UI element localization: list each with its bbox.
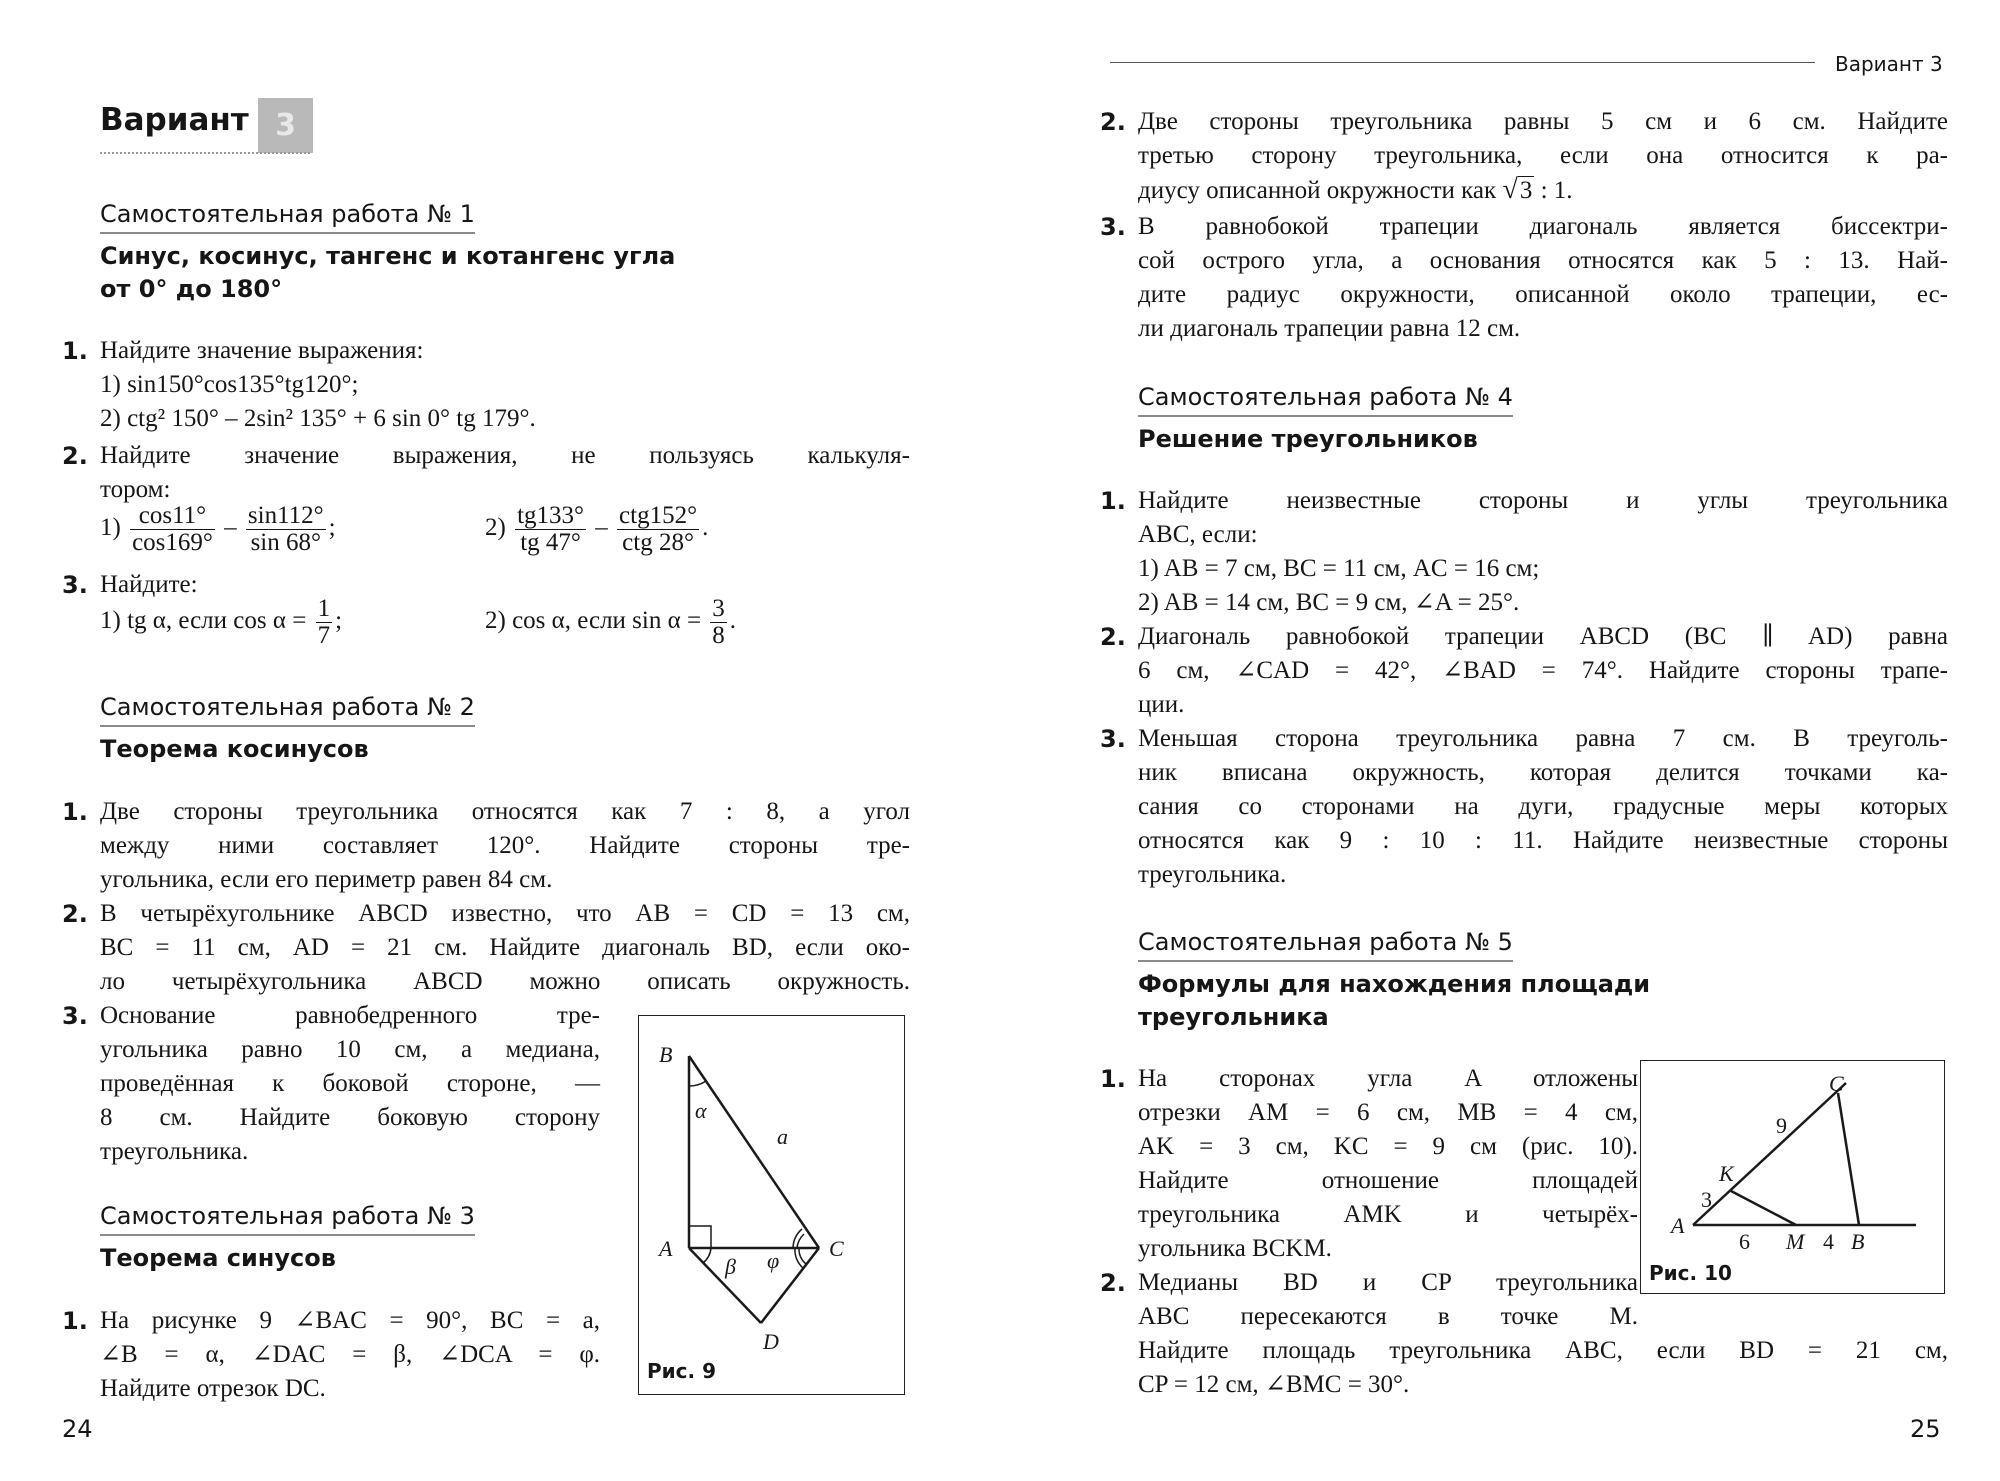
task-number: 1. <box>1100 1065 1126 1093</box>
work1-topic-line1: Синус, косинус, тангенс и котангенс угла <box>100 242 676 270</box>
task-text-line: угольника BCKM. <box>1138 1235 1332 1262</box>
task-text-line: Найдите значение выражения: <box>100 337 424 364</box>
text-fragment: : 1. <box>1540 177 1573 204</box>
task-text-line: проведённая к боковой стороне, — <box>100 1070 600 1097</box>
page-number: 24 <box>62 1415 93 1443</box>
work4-title: Самостоятельная работа № 4 <box>1138 383 1513 417</box>
task-text-line: сания со сторонами на дуги, градусные меры которых <box>1138 793 1948 820</box>
task-text-line: треугольника. <box>1138 861 1287 888</box>
task-text-line: CP = 12 см, ∠BMC = 30°. <box>1138 1371 1410 1398</box>
work4-topic: Решение треугольников <box>1138 425 1478 453</box>
label-C: C <box>1829 1071 1844 1096</box>
work1-task3-part2 <box>485 596 736 649</box>
task-text-line: сой острого угла, а основания относятся как 5 : 13. Най- <box>1138 247 1948 274</box>
angle-phi-arc-1 <box>799 1248 806 1264</box>
task-text-line: угольника, если его периметр равен 84 см. <box>100 866 553 893</box>
fraction <box>316 596 333 649</box>
task-text-line: Найдите неизвестные стороны и углы треугольника <box>1138 487 1948 514</box>
task-text-line: Две стороны треугольника относятся как 7 : 8, а угол <box>100 798 910 825</box>
task-text-line: относятся как 9 : 10 : 11. Найдите неизвестные стороны <box>1138 827 1948 854</box>
task-text-line: ABC пересекаются в точке M. <box>1138 1303 1638 1330</box>
figure-9-caption: Рис. 9 <box>647 1359 717 1383</box>
work1-task1 <box>100 334 910 436</box>
work5-task1 <box>1138 1062 1638 1266</box>
task-text-line: отрезки AM = 6 см, MB = 4 см, <box>1138 1099 1638 1126</box>
sqrt-sign: √ <box>1502 174 1518 205</box>
work4-task2 <box>1138 620 1948 722</box>
numerator: ctg152° <box>619 502 698 529</box>
label-C: C <box>829 1236 844 1261</box>
numerator: 1 <box>317 595 331 622</box>
task-text-line: Две стороны треугольника равны 5 см и 6 см. Найдите <box>1138 108 1948 135</box>
task-text-line: ции. <box>1138 691 1185 718</box>
task-text-line: В четырёхугольнике ABCD известно, что AB = CD = 13 см, <box>100 900 910 927</box>
fraction <box>710 596 727 649</box>
work5-title: Самостоятельная работа № 5 <box>1138 928 1513 962</box>
figure-9 <box>638 1015 905 1395</box>
angle-beta-arc <box>703 1248 711 1263</box>
work2-task1 <box>100 795 910 897</box>
segment-CB <box>1838 1093 1859 1225</box>
label-B: B <box>1851 1229 1865 1254</box>
numerator: tg133° <box>517 502 585 529</box>
work1-task2 <box>100 439 910 507</box>
label-phi: φ <box>767 1248 780 1273</box>
work3-task2 <box>1138 105 1948 208</box>
work2-task3 <box>100 999 600 1169</box>
angle-alpha-arc <box>689 1081 706 1086</box>
task-text-line: 8 см. Найдите боковую сторону <box>100 1104 600 1131</box>
work1-task3: Найдите: <box>100 571 198 598</box>
punctuation: ; <box>328 514 336 542</box>
work3-task3 <box>1138 210 1948 346</box>
task-number: 2. <box>1100 623 1126 651</box>
task-number: 1. <box>62 1307 88 1335</box>
operator: – <box>595 514 608 542</box>
task-text-line: ли диагональ трапеции равна 12 см. <box>1138 315 1521 342</box>
label-beta: β <box>725 1254 736 1279</box>
sqrt-radicand: 3 <box>1519 177 1533 204</box>
task-text-line: BC = 11 см, AD = 21 см. Найдите диагональ BD, если око- <box>100 934 910 961</box>
task-text-line: ло четырёхугольника ABCD можно описать окружность. <box>100 968 910 995</box>
task-text-line: Меньшая сторона треугольника равна 7 см. В треуголь- <box>1138 725 1948 752</box>
operator: – <box>224 514 237 542</box>
fraction <box>246 503 326 556</box>
label-B: B <box>659 1042 673 1067</box>
task-number: 1. <box>62 337 88 365</box>
task-number: 2. <box>62 442 88 470</box>
work1-title: Самостоятельная работа № 1 <box>100 200 475 234</box>
segment-KM <box>1731 1191 1796 1225</box>
task-text-line: ник вписана окружность, которая делится точками ка- <box>1138 759 1948 786</box>
work4-task1 <box>1138 484 1948 620</box>
task-text-line: AK = 3 см, KC = 9 см (рис. 10). <box>1138 1133 1638 1160</box>
label-A: A <box>1671 1213 1685 1238</box>
task-item: 2) ctg² 150° – 2sin² 135° + 6 sin 0° tg 179°. <box>100 405 536 432</box>
label-6: 6 <box>1739 1229 1750 1254</box>
numerator: sin112° <box>247 502 324 529</box>
variant-underline <box>100 152 310 154</box>
task-text-line: Найдите значение выражения, не пользуясь калькуля- <box>100 442 910 469</box>
work1-topic-line2: от 0° до 180° <box>100 275 283 303</box>
work1-task2-part1 <box>100 503 336 556</box>
fraction <box>617 503 699 556</box>
work3-topic: Теорема синусов <box>100 1244 336 1272</box>
angle-c-arc-1 <box>797 1234 804 1248</box>
part-label: 1) <box>100 514 121 542</box>
work2-topic: Теорема косинусов <box>100 735 369 763</box>
task-text-line: треугольника. <box>100 1138 249 1165</box>
label-a: a <box>777 1124 788 1149</box>
figure-10-drawing <box>1641 1061 1944 1293</box>
task-text-line: На рисунке 9 ∠BAC = 90°, BC = a, <box>100 1307 600 1334</box>
text-fragment: диусу описанной окружности как <box>1138 177 1497 204</box>
punctuation: . <box>702 514 709 542</box>
task-text-line <box>1138 173 1948 208</box>
fraction <box>130 503 215 556</box>
work5-topic <box>1138 968 1650 1034</box>
part-text: 1) tg α, если cos α = <box>100 607 307 635</box>
label-4: 4 <box>1823 1229 1834 1254</box>
task-text-line: ABC, если: <box>1138 521 1258 548</box>
work3-task1 <box>100 1304 600 1406</box>
task-number: 3. <box>62 571 88 599</box>
task-number: 3. <box>1100 725 1126 753</box>
task-text-line: ∠B = α, ∠DAC = β, ∠DCA = φ. <box>100 1341 600 1368</box>
task-text-line: Найдите площадь треугольника ABC, если BD = 21 см, <box>1138 1337 1948 1364</box>
task-number: 3. <box>62 1002 88 1030</box>
label-D: D <box>763 1329 779 1354</box>
work4-task3 <box>1138 722 1948 892</box>
task-number: 2. <box>1100 108 1126 136</box>
task-text-line: дите радиус окружности, описанной около трапеции, ес- <box>1138 281 1948 308</box>
label-9: 9 <box>1776 1113 1787 1138</box>
ray-AC <box>1693 1083 1846 1225</box>
work3-title: Самостоятельная работа № 3 <box>100 1202 475 1236</box>
task-text-line: тором: <box>100 476 171 503</box>
part-label: 2) <box>485 514 506 542</box>
task-text-line: Основание равнобедренного тре- <box>100 1002 600 1029</box>
work2-title: Самостоятельная работа № 2 <box>100 693 475 727</box>
denominator: cos169° <box>132 529 213 556</box>
figure-10 <box>1640 1060 1945 1294</box>
task-text-line: Диагональ равнобокой трапеции ABCD (BC ∥ AD) равна <box>1138 623 1948 650</box>
numerator: 3 <box>712 595 725 622</box>
fraction <box>515 503 586 556</box>
label-A: A <box>659 1236 673 1261</box>
segment-BC <box>689 1056 819 1248</box>
task-number: 1. <box>62 798 88 826</box>
task-number: 3. <box>1100 213 1126 241</box>
work1-task2-part2 <box>485 503 708 556</box>
task-item: 1) sin150°cos135°tg120°; <box>100 371 359 398</box>
punctuation: ; <box>335 607 343 635</box>
variant-number-badge: 3 <box>258 98 313 153</box>
part-text: 2) cos α, если sin α = <box>485 607 702 635</box>
task-text-line: третью сторону треугольника, если она относится к ра- <box>1138 142 1948 169</box>
task-item: 2) AB = 14 см, BC = 9 см, ∠A = 25°. <box>1138 589 1520 616</box>
label-alpha: α <box>695 1098 707 1123</box>
work2-task2 <box>100 897 910 999</box>
task-text-line: В равнобокой трапеции диагональ является биссектри- <box>1138 213 1948 240</box>
variant-title: Вариант <box>100 102 249 138</box>
task-text-line: 6 см, ∠CAD = 42°, ∠BAD = 74°. Найдите стороны трапе- <box>1138 657 1948 684</box>
task-item: 1) AB = 7 см, BC = 11 см, AC = 16 см; <box>1138 555 1540 582</box>
page-number: 25 <box>1910 1415 1941 1443</box>
denominator: 7 <box>317 622 331 649</box>
denominator: tg 47° <box>520 529 581 556</box>
task-text-line: Найдите отношение площадей <box>1138 1167 1638 1194</box>
punctuation: . <box>729 607 737 635</box>
label-K: K <box>1719 1161 1734 1186</box>
task-number: 2. <box>1100 1269 1126 1297</box>
running-head-rule <box>1110 62 1815 63</box>
work5-topic-line2: треугольника <box>1138 1003 1329 1031</box>
task-text-line: На сторонах угла A отложены <box>1138 1065 1638 1092</box>
task-text-line: Найдите отрезок DC. <box>100 1375 326 1402</box>
denominator: 8 <box>712 622 725 649</box>
work1-topic <box>100 240 675 306</box>
denominator: sin 68° <box>250 529 321 556</box>
task-number: 1. <box>1100 487 1126 515</box>
right-page <box>1000 0 2000 1481</box>
task-text-line: между ними составляет 120°. Найдите стороны тре- <box>100 832 910 859</box>
running-head-text: Вариант 3 <box>1835 52 1943 76</box>
label-3: 3 <box>1701 1187 1712 1212</box>
figure-9-drawing <box>639 1016 904 1394</box>
denominator: ctg 28° <box>622 529 694 556</box>
task-text-line: угольника равно 10 см, а медиана, <box>100 1036 600 1063</box>
task-number: 2. <box>62 900 88 928</box>
numerator: cos11° <box>130 503 215 530</box>
right-angle-mark <box>689 1226 711 1248</box>
work5-topic-line1: Формулы для нахождения площади <box>1138 970 1651 998</box>
task-text-line: Медианы BD и CP треугольника <box>1138 1269 1638 1296</box>
work1-task3-part1 <box>100 596 342 649</box>
figure-10-caption: Рис. 10 <box>1649 1261 1732 1285</box>
task-text-line: треугольника AMK и четырёх- <box>1138 1201 1638 1228</box>
label-M: M <box>1786 1229 1805 1254</box>
